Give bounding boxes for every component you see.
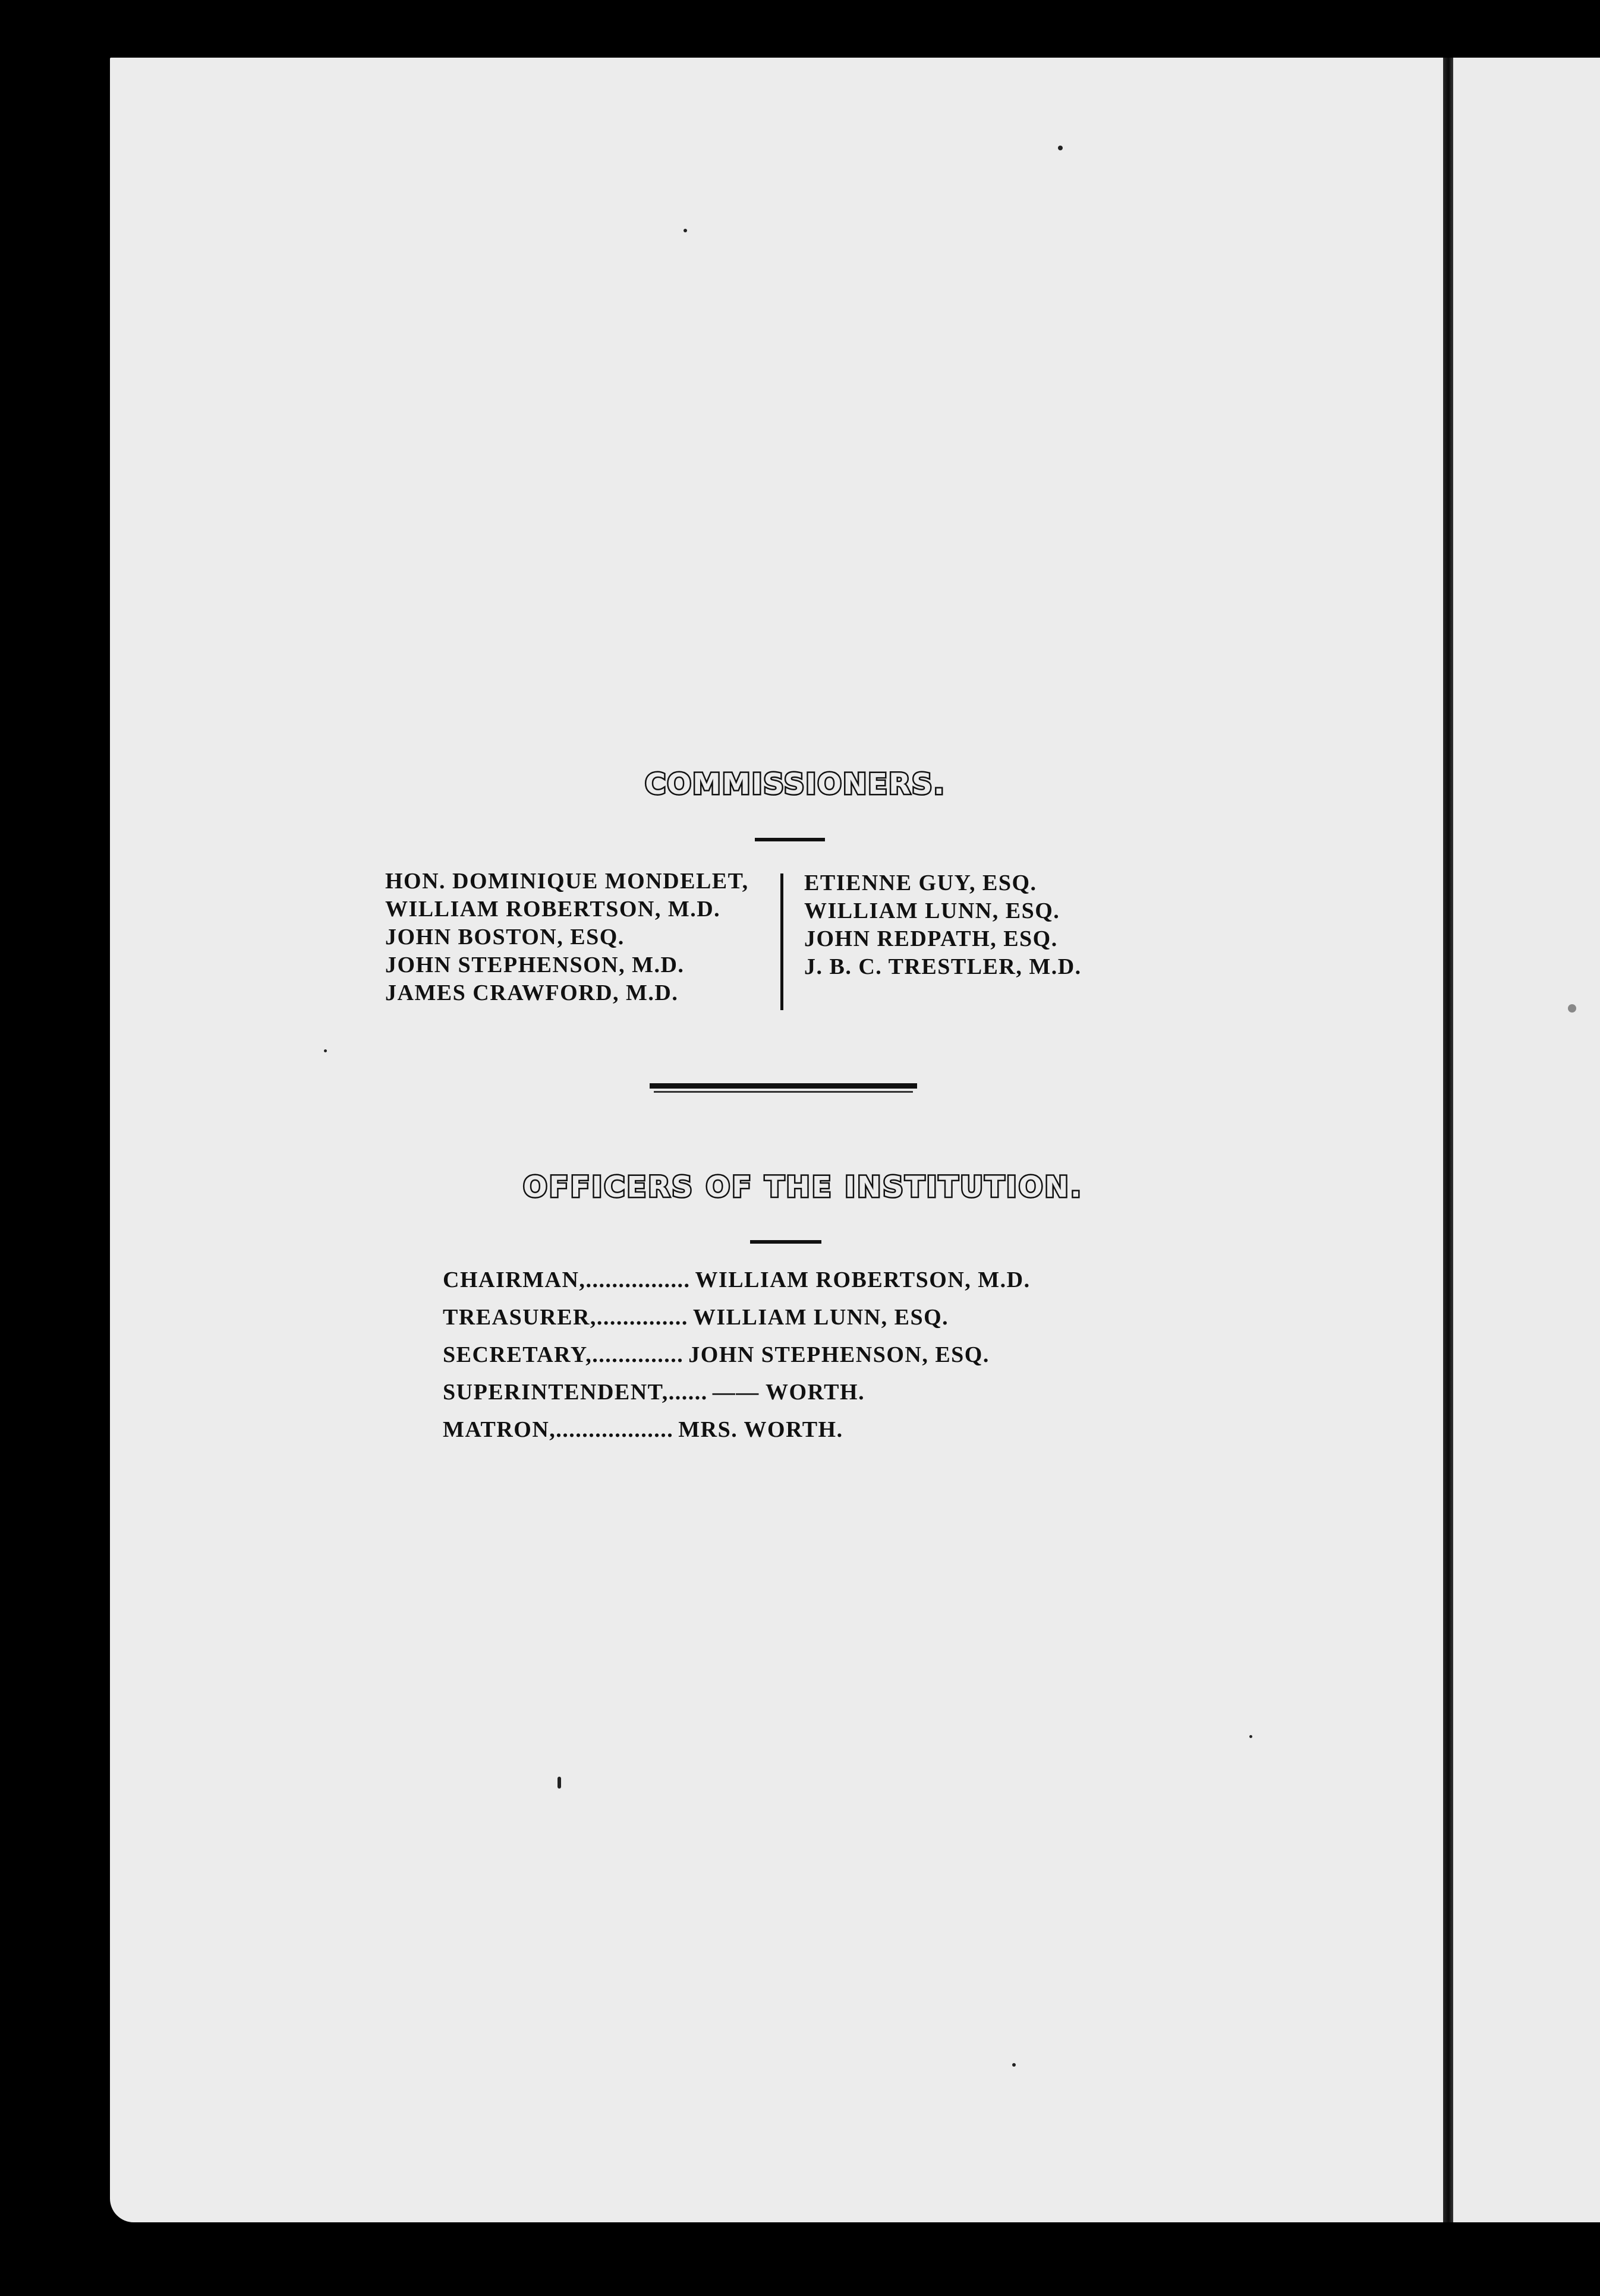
- officer-row: [443, 1417, 1031, 1454]
- heading-rule: [755, 838, 825, 841]
- dot-leader: ................: [585, 1267, 691, 1292]
- commissioner-name: WILLIAM ROBERTSON, M.D.: [385, 897, 721, 922]
- dot-leader: ..............: [592, 1342, 684, 1367]
- commissioner-name: JAMES CRAWFORD, M.D.: [385, 980, 679, 1005]
- page-gutter: [1443, 58, 1454, 2222]
- commissioner-name: HON. DOMINIQUE MONDELET,: [385, 869, 749, 894]
- officer-name: WILLIAM ROBERTSON, M.D.: [695, 1267, 1031, 1292]
- commissioner-name: J. B. C. TRESTLER, M.D.: [804, 954, 1082, 979]
- officer-name: —— WORTH.: [712, 1380, 865, 1405]
- paper-speck: [324, 1049, 327, 1052]
- officer-name: WILLIAM LUNN, ESQ.: [692, 1305, 949, 1330]
- officer-role: TREASURER,: [443, 1305, 597, 1330]
- dot-leader: ..............: [596, 1305, 688, 1330]
- section-divider: [650, 1083, 917, 1089]
- paper-speck: [1058, 146, 1063, 150]
- commissioner-name: ETIENNE GUY, ESQ.: [804, 871, 1037, 895]
- facing-page-edge: [1453, 58, 1600, 2222]
- document-page: [110, 58, 1444, 2222]
- paper-speck: [1012, 2063, 1016, 2067]
- officers-list: [443, 1267, 1031, 1454]
- section-divider-thin: [654, 1091, 913, 1093]
- commissioner-name: WILLIAM LUNN, ESQ.: [804, 898, 1060, 923]
- officer-role: SECRETARY,: [443, 1342, 593, 1367]
- paper-speck: [1249, 1735, 1252, 1738]
- officer-row: [443, 1267, 1031, 1304]
- paper-speck: [558, 1777, 561, 1789]
- officer-row: [443, 1304, 1031, 1342]
- column-divider: [780, 873, 783, 1010]
- heading-rule: [750, 1240, 821, 1244]
- officer-role: CHAIRMAN,: [443, 1267, 586, 1292]
- commissioners-left-column: [385, 868, 749, 1007]
- officers-heading: OFFICERS OF THE INSTITUTION.: [523, 1171, 1083, 1204]
- dot-leader: ......: [668, 1380, 708, 1405]
- commissioners-heading: COMMISSIONERS.: [645, 768, 946, 801]
- paper-speck: [684, 229, 687, 232]
- dot-leader: ..................: [556, 1417, 674, 1442]
- commissioner-name: JOHN STEPHENSON, M.D.: [385, 953, 685, 977]
- commissioner-name: JOHN REDPATH, ESQ.: [804, 926, 1058, 951]
- officer-row: [443, 1379, 1031, 1417]
- officer-name: MRS. WORTH.: [678, 1417, 843, 1442]
- officer-name: JOHN STEPHENSON, ESQ.: [688, 1342, 990, 1367]
- officer-role: MATRON,: [443, 1417, 556, 1442]
- commissioner-name: JOHN BOSTON, ESQ.: [385, 925, 625, 950]
- officer-row: [443, 1342, 1031, 1379]
- paper-speck: [1568, 1004, 1576, 1013]
- officer-role: SUPERINTENDENT,: [443, 1380, 669, 1405]
- commissioners-right-column: [804, 869, 1082, 981]
